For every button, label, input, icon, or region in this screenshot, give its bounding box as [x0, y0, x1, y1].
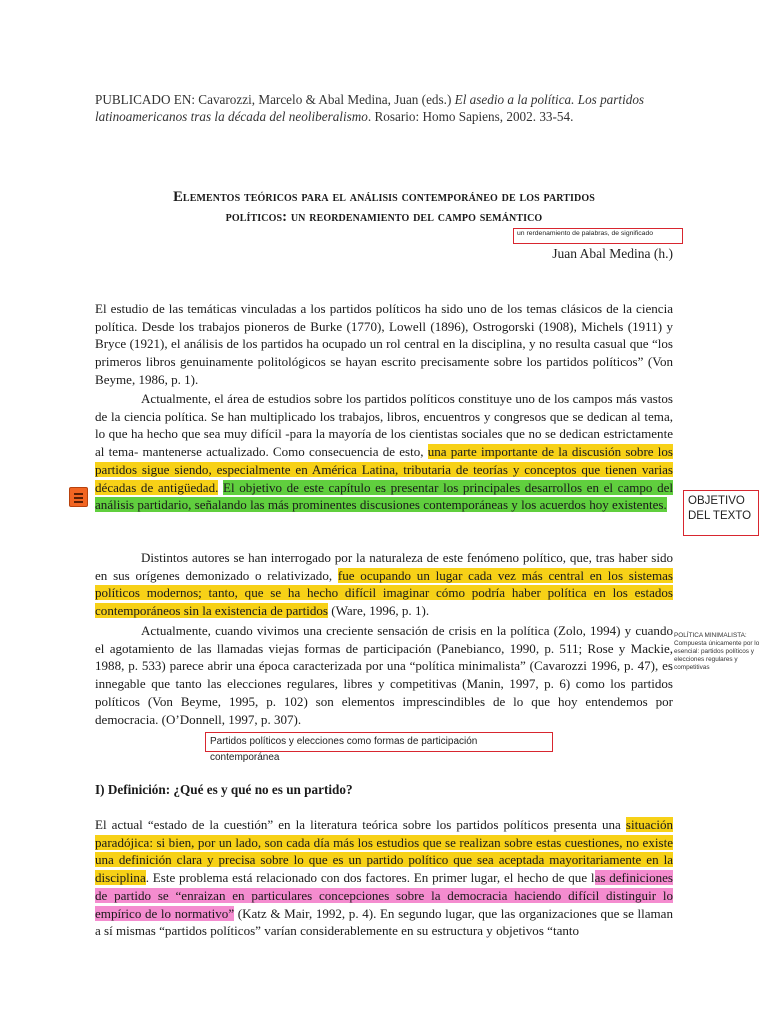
paragraph-definition-text: El actual “estado de la cuestión” en la literatura teórica sobre los partidos políticos presenta una [95, 817, 626, 832]
paragraph-objective [95, 390, 673, 514]
chapter-title-line-2: políticos: un reordenamiento del campo semántico [225, 209, 543, 225]
highlight-green-objective: El objetivo de este capítulo es presentar los principales desarrollos en el campo del análisis partidario, señalando las más prominentes discusiones contemporáneas y los acuerdos hoy existentes. [95, 479, 674, 513]
comment-note-icon[interactable] [69, 487, 88, 507]
paragraph-nature-text: Distintos autores se han interrogado por la naturaleza de este fenómeno político, que, tras haber sido en sus orígenes demonizado o relativizado, [95, 550, 673, 583]
paragraph-crisis [95, 622, 673, 728]
paragraph-definition-text-2: . Este problema está relacionado con dos factores. En primer lugar, el hecho de que l [145, 870, 595, 886]
paragraph-objective-text: Actualmente, el área de estudios sobre los partidos políticos constituye uno de los campos más vastos de la ciencia política. Se han multiplicado los trabajos, libros, encuentros y congresos que se dedican al tema, lo que ha hecho que sea muy difícil -para la mayoría de los cientistas sociales que no se dedican estrictamente al tema- mantenerse actualizado. Como consecuencia de esto, [95, 391, 673, 460]
paragraph-definition-text-3: (Katz & Mair, 1992, p. 4). En segundo lugar, que las organizaciones que se llaman a sí mismas “partidos políticos” varían considerablemente en su estructura y objetivos “tanto [95, 905, 673, 939]
paragraph-definition [95, 816, 673, 940]
section-heading: I) Definición: ¿Qué es y qué no es un partido? [95, 782, 353, 797]
publication-book-title: El asedio a la política. Los partidos latinoamericanos tras la década del neoliberalismo [95, 92, 645, 124]
paragraph-nature [95, 549, 673, 620]
highlight-yellow-discussion: una parte importante de la discusión sobre los partidos sigue siendo, especialmente en América Latina, tributaria de teorías y conceptos que tienen varias décadas de antigüedad. [95, 444, 673, 495]
annotation-semantic-field[interactable]: un rerdenamiento de palabras, de significado [513, 228, 683, 244]
paragraph-crisis-text: Actualmente, cuando vivimos una creciente sensación de crisis en la política (Zolo, 1994) y cuando el agotamiento de las llamadas viejas formas de participación (Panebianco, 1990, p. 511; Rose y Mackie, 1988, p. 533) parece abrir una época caracterizada por una “política minimalista” (Cavarozzi 1996, p. 47), es innegable que tanto las elecciones regulares, libres y competitivas (Manin, 1997, p. 6) como los partidos políticos (Von Beyme, 1995, p. 102) son elementos imprescindibles de lo que hoy entendemos por democracia. (O’Donnell, 1997, p. 307). [95, 623, 673, 727]
highlight-yellow-central-place: fue ocupando un lugar cada vez más central en los sistemas políticos modernos; tanto, que se ha hecho difícil imaginar cómo podría haber política en los estados contemporáneos sin la existencia de partidos [95, 567, 673, 619]
paragraph-nature-citation: (Ware, 1996, p. 1). [327, 603, 430, 619]
annotation-participation[interactable]: Partidos políticos y elecciones como formas de participación contemporánea [205, 732, 553, 752]
author-name: Juan Abal Medina (h.) [552, 246, 673, 261]
publication-prefix: PUBLICADO EN: Cavarozzi, Marcelo & Abal Medina, Juan (eds.) [95, 92, 455, 107]
annotation-objective[interactable]: OBJETIVO DEL TEXTO [683, 490, 759, 536]
highlight-pink-definitions: as definiciones de partido se “enraizan en particulares concepciones sobre la democracia haciendo difícil distinguir lo empírico de lo normativo” [95, 870, 673, 921]
publication-suffix: . Rosario: Homo Sapiens, 2002. 33-54. [367, 108, 574, 124]
paragraph-intro [95, 300, 673, 389]
chapter-title [95, 187, 673, 227]
highlight-yellow-paradox: situación paradójica: si bien, por un lado, son cada día más los estudios que se realizan sobre estas cuestiones, no existe una definición clara y precisa sobre lo que es un partido político que sea aceptada mayoritariamente en la disciplina [95, 817, 673, 886]
publication-reference [95, 92, 675, 125]
annotation-minimalist-politics[interactable]: POLÍTICA MINIMALISTA: Compuesta únicamente por lo esencial: partidos políticos y elecciones regulares y competitivas [674, 632, 760, 672]
chapter-title-line-1: Elementos teóricos para el análisis contemporáneo de los partidos [173, 189, 595, 205]
paragraph-intro-text: El estudio de las temáticas vinculadas a los partidos políticos ha sido uno de los temas clásicos de la ciencia política. Desde los trabajos pioneros de Burke (1770), Lowell (1896), Ostrogorski (1908), Michels (1911) y Bryce (1921), el análisis de los partidos ha ocupado un rol central en la disciplina, y no resulta casual que “los primeros libros genuinamente politológicos se hayan escrito precisamente sobre los partidos políticos” (Von Beyme, 1986, p. 1). [95, 301, 673, 387]
